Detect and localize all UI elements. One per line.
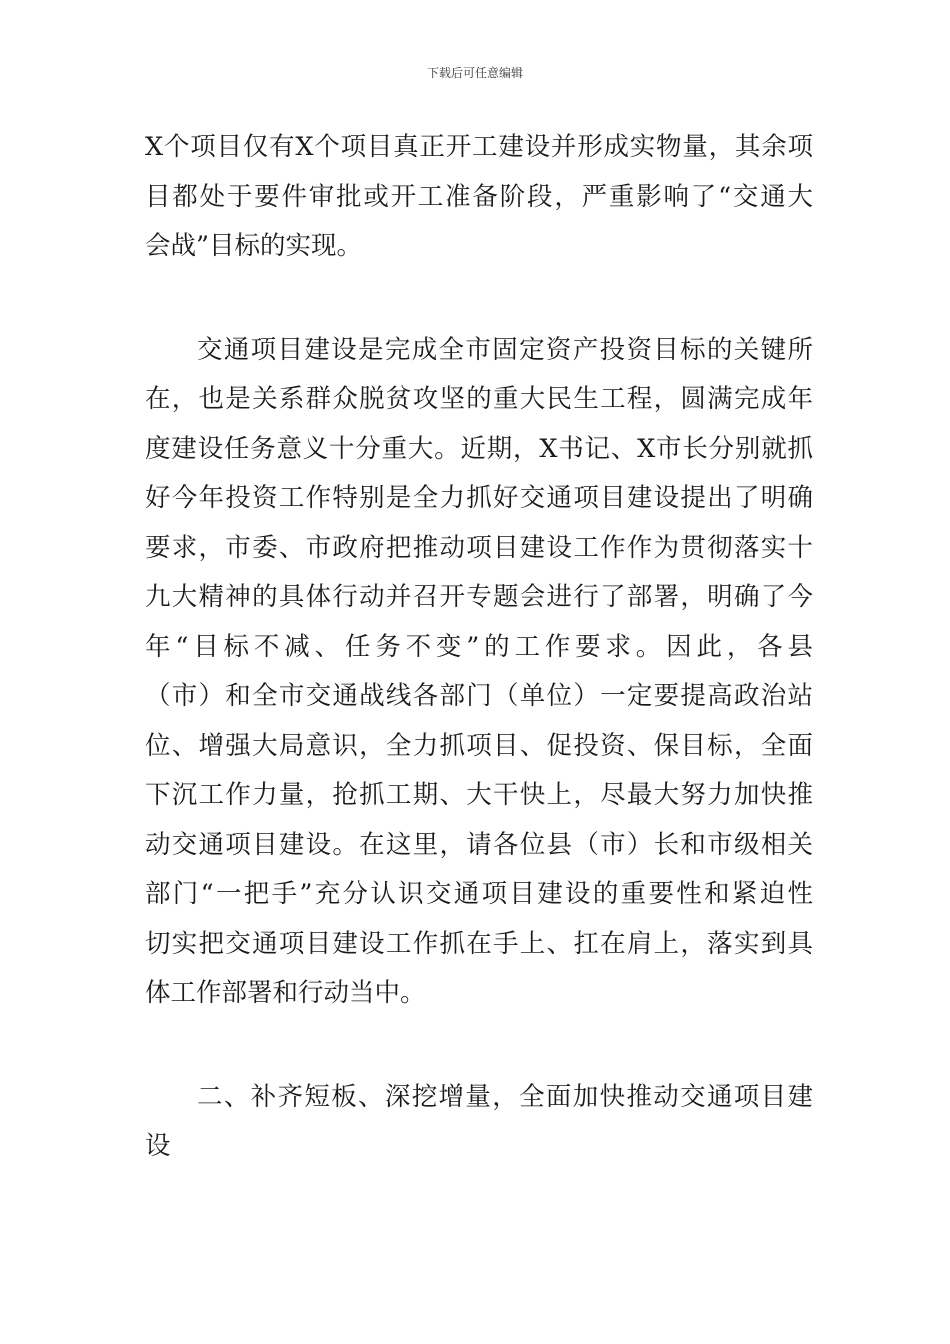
paragraph-spacer	[145, 1019, 813, 1073]
text-line: （市）和全市交通战线各部门（单位）一定要提高政治站	[145, 681, 813, 711]
text-line: 要求，市委、市政府把推动项目建设工作作为贯彻落实十	[145, 532, 813, 563]
text-line: 在，也是关系群众脱贫攻坚的重大民生工程，圆满完成年	[145, 384, 813, 414]
text-line: 体工作部署和行动当中。	[145, 978, 426, 1008]
document-body	[145, 123, 813, 1172]
paragraph-2	[145, 326, 813, 1019]
heading-line: 设	[145, 1131, 171, 1161]
paragraph-spacer	[145, 272, 813, 326]
text-line: 度建设任务意义十分重大。近期，X书记、X市长分别就抓	[145, 433, 813, 464]
text-line: 位、增强大局意识，全力抓项目、促投资、保目标，全面	[145, 730, 813, 761]
page-header: 下载后可任意编辑	[426, 66, 523, 80]
text-line: 交通项目建设是完成全市固定资产投资目标的关键所	[197, 334, 813, 365]
text-line: 目都处于要件审批或开工准备阶段，严重影响了“交通大	[145, 181, 813, 212]
text-line: 切实把交通项目建设工作抓在手上、扛在肩上，落实到具	[145, 928, 813, 959]
text-line: 九大精神的具体行动并召开专题会进行了部署，明确了今	[145, 582, 813, 612]
text-line: 动交通项目建设。在这里，请各位县（市）长和市级相关	[145, 829, 813, 860]
text-line: 年“目标不减、任务不变”的工作要求。因此，各县	[145, 631, 813, 662]
text-line: 会战”目标的实现。	[145, 231, 363, 261]
heading-line: 二、补齐短板、深挖增量，全面加快推动交通项目建	[197, 1081, 813, 1112]
text-line: 部门“一把手”充分认识交通项目建设的重要性和紧迫性	[145, 879, 813, 909]
paragraph-1	[145, 123, 813, 272]
section-heading	[145, 1073, 813, 1172]
text-line: X个项目仅有X个项目真正开工建设并形成实物量，其余项	[145, 132, 813, 162]
text-line: 下沉工作力量，抢抓工期、大干快上，尽最大努力加快推	[145, 780, 813, 810]
text-line: 好今年投资工作特别是全力抓好交通项目建设提出了明确	[145, 483, 813, 513]
